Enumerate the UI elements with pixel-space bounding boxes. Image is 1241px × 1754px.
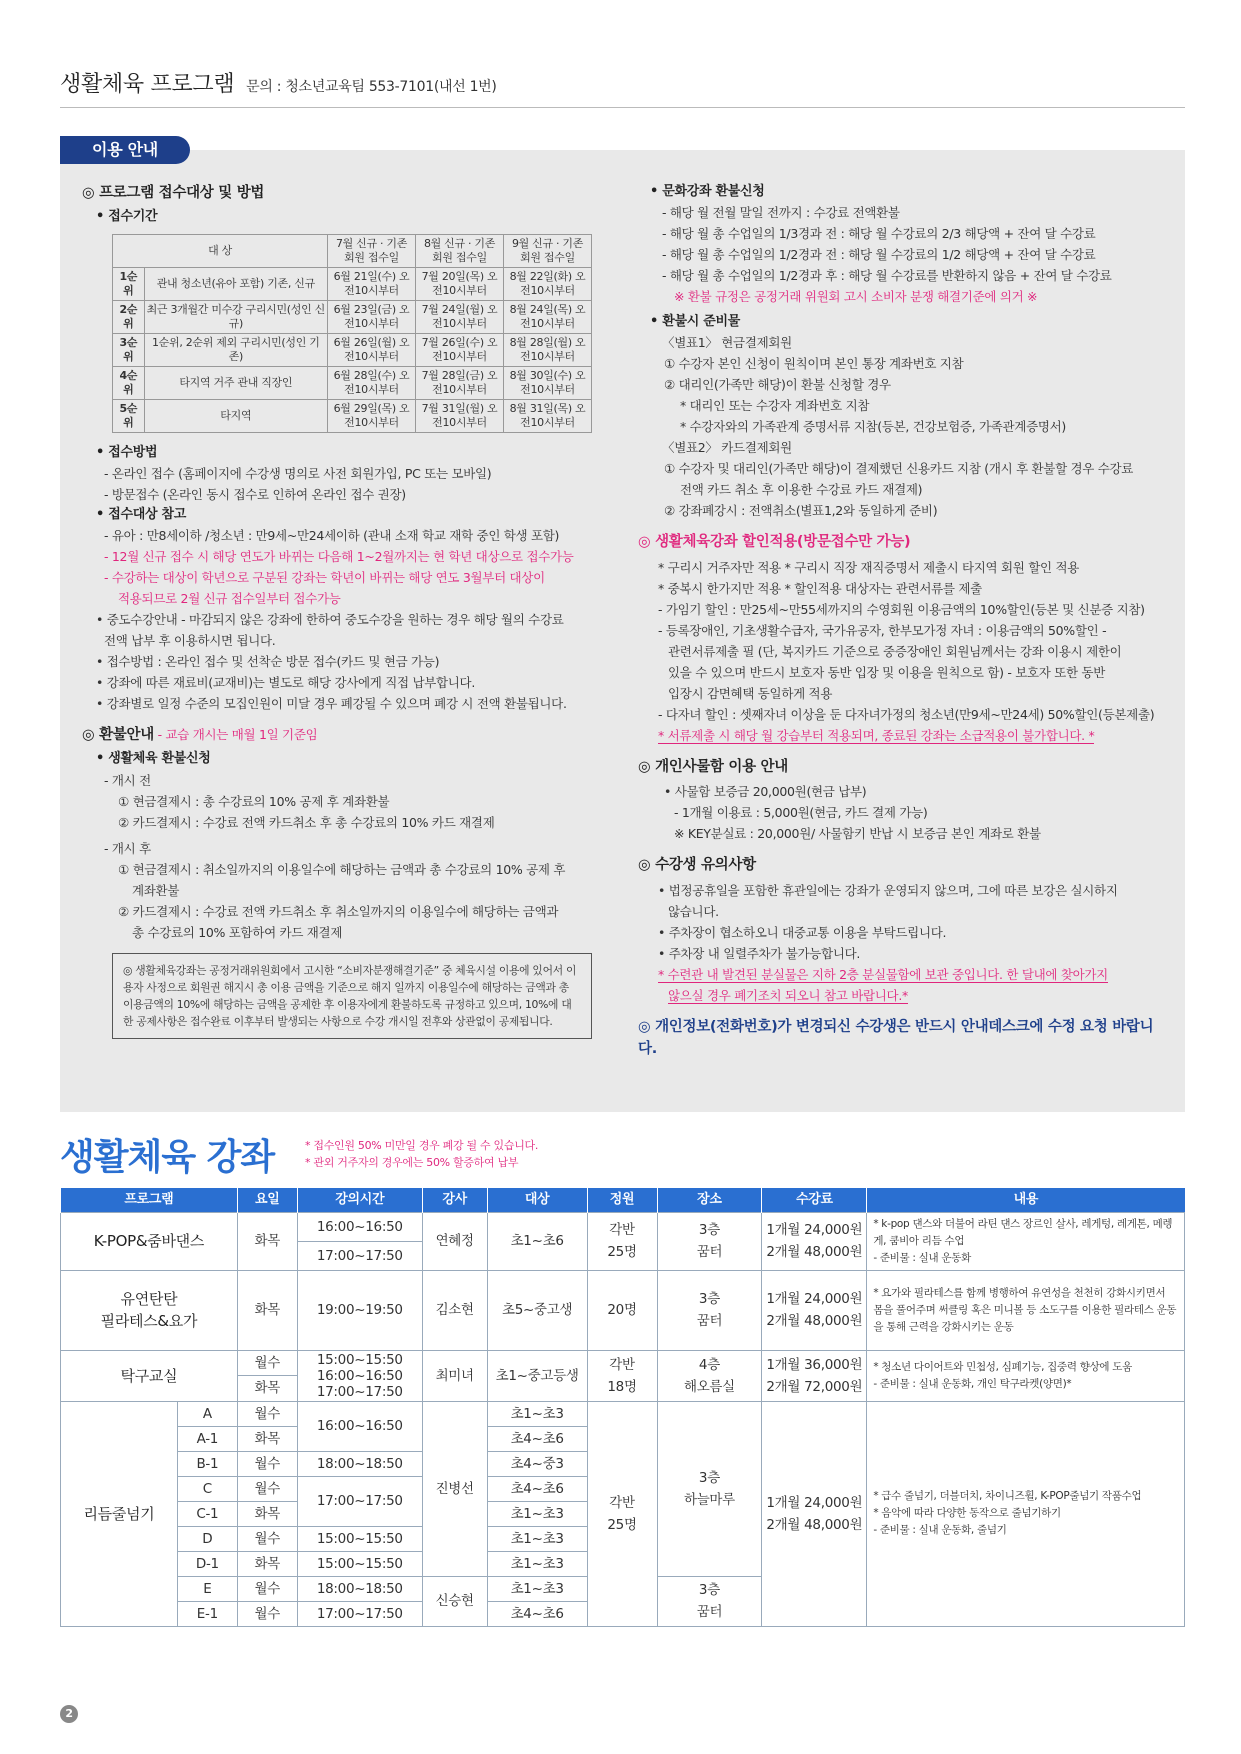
course-description: * 요가와 필라테스를 함께 병행하여 유연성을 천천히 강화시키면서 몸을 풀어주며 써클링 혹은 미니볼 등 소도구를 이용한 필라테스 운동을 통해 근력을 강화시키는 운동	[867, 1270, 1185, 1350]
text-line: ① 수강자 및 대리인(가족만 해당)이 결제했던 신용카드 지참 (개시 후 환불할 경우 수강료	[664, 461, 1134, 477]
schedule-date-aug: 7월 31일(월) 오전10시부터	[416, 399, 504, 432]
course-time: 16:00~16:50	[297, 1212, 422, 1241]
text-line: ② 카드결제시 : 수강료 전액 카드취소 후 취소일까지의 이용일수에 해당하는 금액과	[118, 903, 559, 919]
discount-heading: ◎ 생활체육강좌 할인적용(방문접수만 가능)	[638, 534, 911, 551]
refund-notice-box: ◎ 생활체육강좌는 공정거래위원회에서 고시한 “소비자분쟁해결기준” 중 체육시설 이용에 있어서 이용자 사정으로 회원권 해지시 총 이용 금액을 기준으로 해지 일까지 이용일수에 해당하는 금액과 총 이용금액의 10%에 해당하는 금액을 공제한 후 이용자에게 환불하도록 규정하고 있으며, 10%에 대한 공제사항은 접수완료 이후부터 발생되는 사항으로 수강 개시일 전후와 상관없이 공제됩니다.	[112, 953, 592, 1039]
text-line: 〈별표1〉 현금결제회원	[662, 335, 792, 351]
schedule-target: 최근 3개월간 미수강 구리시민(성인 신규)	[144, 300, 327, 333]
schedule-date-sep: 8월 28일(월) 오전10시부터	[504, 333, 592, 366]
text-line: • 접수방법 : 온라인 접수 및 선착순 방문 접수(카드 및 현금 가능)	[96, 653, 440, 669]
schedule-target: 관내 청소년(유아 포함) 기존, 신규	[144, 267, 327, 300]
course-target: 초1~초3	[487, 1501, 587, 1526]
course-capacity: 각반 25명	[587, 1401, 657, 1626]
rope-class: E	[177, 1576, 237, 1601]
text-line: • 강좌에 따른 재료비(교재비)는 별도로 해당 강사에게 직접 납부합니다.	[96, 674, 475, 690]
course-target: 초4~초6	[487, 1476, 587, 1501]
course-place: 3층 꿈터	[657, 1576, 762, 1626]
course-day: 화목	[237, 1212, 297, 1270]
course-teacher: 진병선	[422, 1401, 487, 1576]
schedule-header: 9월 신규 · 기존 회원 접수일	[504, 234, 592, 267]
course-teacher: 연혜정	[422, 1212, 487, 1270]
course-target: 초4~초6	[487, 1601, 587, 1626]
text-line: 총 수강료의 10% 포함하여 카드 재결제	[132, 924, 343, 940]
discount-warning: * 서류제출 시 해당 월 강습부터 적용되며, 종료된 강좌는 소급적용이 불가합니다. *	[658, 727, 1095, 743]
text-line: - 1개월 이용료 : 5,000원(현금, 카드 결제 가능)	[674, 805, 928, 821]
schedule-date-aug: 7월 26일(수) 오전10시부터	[416, 333, 504, 366]
refund-title: ◎ 환불안내	[82, 726, 154, 743]
caution-heading: ◎ 수강생 유의사항	[638, 857, 756, 874]
page-header	[60, 68, 1185, 108]
info-tab-label: 이용 안내	[60, 136, 190, 164]
course-capacity: 각반 18명	[587, 1350, 657, 1401]
course-target: 초4~초6	[487, 1426, 587, 1451]
course-day: 화목	[237, 1551, 297, 1576]
schedule-rank: 1순위	[113, 267, 145, 300]
course-fee: 1개월 24,000원 2개월 48,000원	[762, 1270, 867, 1350]
schedule-date-jul: 6월 23일(금) 오전10시부터	[328, 300, 416, 333]
courses-header: 수강료	[762, 1188, 867, 1212]
text-line: - 유아 : 만8세이하 /청소년 : 만9세~만24세이하 (관내 소재 학교 재학 중인 학생 포함)	[104, 527, 560, 543]
page-title: 생활체육 프로그램	[60, 72, 235, 97]
schedule-date-jul: 6월 29일(목) 오전10시부터	[328, 399, 416, 432]
courses-notes	[305, 1137, 538, 1171]
text-line: • 사물함 보증금 20,000원(현금 납부)	[664, 784, 867, 800]
courses-header: 정원	[587, 1188, 657, 1212]
schedule-date-aug: 7월 28일(금) 오전10시부터	[416, 366, 504, 399]
schedule-header-row	[113, 234, 592, 267]
course-time: 17:00~17:50	[297, 1241, 422, 1270]
rope-class: D	[177, 1526, 237, 1551]
course-place: 4층 해오름실	[657, 1350, 762, 1401]
course-capacity: 각반 25명	[587, 1212, 657, 1270]
course-target: 초1~초3	[487, 1401, 587, 1426]
course-day: 월수	[237, 1350, 297, 1376]
text-line: 계좌환불	[132, 882, 180, 898]
text-line: - 가임기 할인 : 만25세~만55세까지의 수영회원 이용금액의 10%할인(등본 및 신분증 지참)	[658, 601, 1145, 617]
course-day: 화목	[237, 1376, 297, 1402]
schedule-target: 타지역 거주 관내 직장인	[144, 366, 327, 399]
rope-class: C	[177, 1476, 237, 1501]
course-target: 초1~초3	[487, 1576, 587, 1601]
text-line: - 12월 신규 접수 시 해당 연도가 바뀌는 다음해 1~2월까지는 현 학년 대상으로 접수가능	[104, 548, 574, 564]
schedule-rank: 3순위	[113, 333, 145, 366]
personal-info-notice: ◎ 개인정보(전화번호)가 변경되신 수강생은 반드시 안내데스크에 수정 요청 바랍니다.	[638, 1018, 1154, 1058]
schedule-header: 7월 신규 · 기존 회원 접수일	[328, 234, 416, 267]
schedule-row	[113, 267, 592, 300]
course-row-kpop	[61, 1212, 1185, 1241]
courses-table	[60, 1188, 1185, 1627]
course-teacher: 김소현	[422, 1270, 487, 1350]
course-time: 17:00~17:50	[316, 1383, 403, 1400]
text-line: - 개시 전	[104, 772, 151, 788]
course-place: 3층 꿈터	[657, 1270, 762, 1350]
courses-header: 대상	[487, 1188, 587, 1212]
text-line: 〈별표2〉 카드결제회원	[662, 440, 792, 456]
courses-header: 요일	[237, 1188, 297, 1212]
schedule-rank: 4순위	[113, 366, 145, 399]
course-description: * 청소년 다이어트와 민첩성, 심폐기능, 집중력 향상에 도움 - 준비물 : 실내 운동화, 개인 탁구라켓(양면)*	[867, 1350, 1185, 1401]
schedule-date-jul: 6월 26일(월) 오전10시부터	[328, 333, 416, 366]
schedule-rank: 5순위	[113, 399, 145, 432]
text-line: 전액 카드 취소 후 이용한 수강료 카드 재결제)	[680, 482, 923, 498]
sub-heading: • 문화강좌 환불신청	[650, 184, 765, 199]
course-time: 18:00~18:50	[297, 1576, 422, 1601]
text-line: ② 카드결제시 : 수강료 전액 카드취소 후 총 수강료의 10% 카드 재결제	[118, 814, 495, 830]
course-time: 15:00~15:50	[316, 1351, 403, 1368]
course-place: 3층 하늘마루	[657, 1401, 762, 1576]
course-target: 초1~중고등생	[487, 1350, 587, 1401]
lost-item-notice-cont: 않으실 경우 폐기조치 되오니 참고 바랍니다.*	[668, 987, 908, 1003]
program-name: K-POP&줌바댄스	[61, 1212, 238, 1270]
text-line: - 방문접수 (온라인 동시 접수로 인하여 온라인 접수 권장)	[104, 486, 406, 502]
schedule-rank: 2순위	[113, 300, 145, 333]
rope-class: D-1	[177, 1551, 237, 1576]
text-line: 않습니다.	[668, 903, 719, 919]
text-line: 관련서류제출 필 (단, 복지카드 기준으로 중증장애인 회원님께서는 강좌 이용시 제한이	[668, 643, 1122, 659]
text-line: - 개시 후	[104, 840, 151, 856]
schedule-row	[113, 333, 592, 366]
program-name: 탁구교실	[61, 1350, 238, 1401]
text-line: • 중도수강안내 - 마감되지 않은 강좌에 한하여 중도수강을 원하는 경우 해당 월의 수강료	[96, 611, 564, 627]
schedule-date-aug: 7월 24일(월) 오전10시부터	[416, 300, 504, 333]
info-right-column	[638, 182, 1165, 1061]
course-time: 15:00~15:50	[297, 1551, 422, 1576]
text-line: * 수강자와의 가족관계 증명서류 지참(등본, 건강보험증, 가족관계증명서)	[680, 419, 1066, 435]
course-target: 초1~초6	[487, 1212, 587, 1270]
rope-class: A-1	[177, 1426, 237, 1451]
course-capacity: 20명	[587, 1270, 657, 1350]
courses-note: * 접수인원 50% 미만일 경우 폐강 될 수 있습니다.	[305, 1139, 539, 1152]
course-day: 화목	[237, 1501, 297, 1526]
text-line: * 구리시 거주자만 적용 * 구리시 직장 재직증명서 제출시 타지역 회원 할인 적용	[658, 559, 1080, 575]
course-row-pilates	[61, 1270, 1185, 1350]
text-line: ② 대리인(가족만 해당)이 환불 신청할 경우	[664, 377, 891, 393]
text-line: 전액 납부 후 이용하시면 됩니다.	[104, 632, 276, 648]
courses-header-row	[61, 1188, 1185, 1212]
course-fee: 1개월 24,000원 2개월 48,000원	[762, 1401, 867, 1626]
sub-heading: • 접수기간	[96, 209, 158, 225]
info-panel	[60, 150, 1185, 1112]
text-line: - 등록장애인, 기초생활수급자, 국가유공자, 한부모가정 자녀 : 이용금액의 50%할인 -	[658, 622, 1107, 638]
schedule-row	[113, 300, 592, 333]
course-row-pingpong	[61, 1350, 1185, 1376]
course-row-rope	[61, 1401, 1185, 1426]
lost-item-notice: * 수련관 내 발견된 분실물은 지하 2층 분실물함에 보관 중입니다. 한 달내에 찾아가지	[658, 966, 1108, 982]
program-name: 유연탄탄 필라테스&요가	[61, 1270, 238, 1350]
text-line: - 해당 월 총 수업일의 1/2경과 후 : 해당 월 수강료를 반환하지 않음 + 잔여 달 수강료	[662, 268, 1112, 284]
course-target: 초4~중3	[487, 1451, 587, 1476]
course-time: 19:00~19:50	[297, 1270, 422, 1350]
course-day: 월수	[237, 1476, 297, 1501]
course-fee: 1개월 24,000원 2개월 48,000원	[762, 1212, 867, 1270]
page-number: 2	[60, 1705, 78, 1723]
courses-note: * 관외 거주자의 경우에는 50% 할증하여 납부	[305, 1156, 519, 1169]
course-description: * 급수 줄넘기, 더블더치, 차이니즈휠, K-POP줄넘기 작품수업 * 음악에 따라 다양한 동작으로 줄넘기하기 - 준비물 : 실내 운동화, 줄넘기	[867, 1401, 1185, 1626]
info-left-column	[82, 182, 622, 1039]
schedule-date-aug: 7월 20일(목) 오전10시부터	[416, 267, 504, 300]
course-time: 17:00~17:50	[297, 1476, 422, 1526]
course-day: 월수	[237, 1601, 297, 1626]
course-day: 월수	[237, 1451, 297, 1476]
rope-class: A	[177, 1401, 237, 1426]
schedule-date-sep: 8월 22일(화) 오전10시부터	[504, 267, 592, 300]
text-line: ※ KEY분실료 : 20,000원/ 사물함키 반납 시 보증금 본인 계좌로 환불	[674, 826, 1041, 842]
text-line: • 강좌별로 일정 수준의 모집인원이 미달 경우 폐강될 수 있으며 폐강 시 전액 환불됩니다.	[96, 695, 567, 711]
schedule-date-jul: 6월 21일(수) 오전10시부터	[328, 267, 416, 300]
course-day: 월수	[237, 1576, 297, 1601]
text-line: - 수강하는 대상이 학년으로 구분된 강좌는 학년이 바뀌는 해당 연도 3월부터 대상이	[104, 569, 545, 585]
sub-heading: • 생활체육 환불신청	[96, 751, 211, 767]
courses-header: 내용	[867, 1188, 1185, 1212]
schedule-header: 대 상	[113, 234, 328, 267]
course-time: 16:00~16:50	[297, 1401, 422, 1451]
program-name: 리듬줄넘기	[61, 1401, 178, 1626]
refund-heading	[82, 724, 622, 746]
rope-class: C-1	[177, 1501, 237, 1526]
course-target: 초1~초3	[487, 1551, 587, 1576]
text-line: ① 현금결제시 : 총 수강료의 10% 공제 후 계좌환불	[118, 793, 390, 809]
sub-heading: • 접수대상 참고	[96, 506, 187, 522]
course-time: 15:00~15:50	[297, 1526, 422, 1551]
text-line: - 온라인 접수 (홈페이지에 수강생 명의로 사전 회원가입, PC 또는 모바일)	[104, 465, 492, 481]
rope-class: B-1	[177, 1451, 237, 1476]
schedule-row	[113, 399, 592, 432]
course-teacher: 최미녀	[422, 1350, 487, 1401]
schedule-target: 1순위, 2순위 제외 구리시민(성인 기존)	[144, 333, 327, 366]
rope-class: E-1	[177, 1601, 237, 1626]
courses-header: 강의시간	[297, 1188, 422, 1212]
text-line: - 다자녀 할인 : 셋째자녀 이상을 둔 다자녀가정의 청소년(만9세~만24세) 50%할인(등본제출)	[658, 706, 1155, 722]
schedule-date-sep: 8월 24일(목) 오전10시부터	[504, 300, 592, 333]
course-target: 초5~중고생	[487, 1270, 587, 1350]
text-line: ※ 환불 규정은 공정거래 위원회 고시 소비자 분쟁 해결기준에 의거 ※	[674, 289, 1038, 305]
courses-title: 생활체육 강좌	[60, 1137, 275, 1178]
courses-header: 장소	[657, 1188, 762, 1212]
text-line: - 해당 월 총 수업일의 1/2경과 전 : 해당 월 수강료의 1/2 해당액 + 잔여 달 수강료	[662, 247, 1096, 263]
text-line: * 대리인 또는 수강자 계좌번호 지참	[680, 398, 870, 414]
contact-info: 문의 : 청소년교육팀 553-7101(내선 1번)	[246, 79, 497, 95]
schedule-header: 8월 신규 · 기존 회원 접수일	[416, 234, 504, 267]
course-description: * k-pop 댄스와 더불어 라틴 댄스 장르인 살사, 레게텅, 레게톤, 메렝게, 쿰비아 리듬 수업 - 준비물 : 실내 운동화	[867, 1212, 1185, 1270]
text-line: 있을 수 있으며 반드시 보호자 동반 입장 및 이용을 원칙으로 함) - 보호자 또한 동반	[668, 664, 1106, 680]
section-heading: ◎ 프로그램 접수대상 및 방법	[82, 185, 265, 201]
text-line: 입장시 감면혜택 동일하게 적용	[668, 685, 833, 701]
course-time: 18:00~18:50	[297, 1451, 422, 1476]
courses-header: 프로그램	[61, 1188, 238, 1212]
sub-heading: • 접수방법	[96, 444, 158, 460]
course-fee: 1개월 36,000원 2개월 72,000원	[762, 1350, 867, 1401]
course-time: 17:00~17:50	[297, 1601, 422, 1626]
course-day: 화목	[237, 1426, 297, 1451]
text-line: 적용되므로 2월 신규 접수일부터 접수가능	[118, 590, 341, 606]
sub-heading: • 환불시 준비물	[650, 314, 741, 330]
text-line: • 주차장 내 일렬주차가 불가능합니다.	[658, 945, 861, 961]
course-teacher: 신승현	[422, 1576, 487, 1626]
course-day: 월수	[237, 1401, 297, 1426]
schedule-table	[112, 234, 592, 433]
refund-subtitle: - 교습 개시는 매월 1일 기준임	[153, 726, 318, 742]
text-line: ① 현금결제시 : 취소일까지의 이용일수에 해당하는 금액과 총 수강료의 10% 공제 후	[118, 861, 566, 877]
course-time: 16:00~16:50	[316, 1367, 403, 1384]
schedule-date-jul: 6월 28일(수) 오전10시부터	[328, 366, 416, 399]
schedule-row	[113, 366, 592, 399]
course-place: 3층 꿈터	[657, 1212, 762, 1270]
schedule-body	[113, 267, 592, 432]
locker-heading: ◎ 개인사물함 이용 안내	[638, 758, 788, 775]
text-line: * 중복시 한가지만 적용 * 할인적용 대상자는 관련서류를 제출	[658, 580, 982, 596]
schedule-target: 타지역	[144, 399, 327, 432]
text-line: ① 수강자 본인 신청이 원칙이며 본인 통장 계좌번호 지참	[664, 356, 964, 372]
text-line: • 법정공휴일을 포함한 휴관일에는 강좌가 운영되지 않으며, 그에 따른 보강은 실시하지	[658, 882, 1118, 898]
schedule-date-sep: 8월 31일(목) 오전10시부터	[504, 399, 592, 432]
text-line: - 해당 월 총 수업일의 1/3경과 전 : 해당 월 수강료의 2/3 해당액 + 잔여 달 수강료	[662, 226, 1096, 242]
schedule-date-sep: 8월 30일(수) 오전10시부터	[504, 366, 592, 399]
text-line: • 주차장이 협소하오니 대중교통 이용을 부탁드립니다.	[658, 924, 947, 940]
course-time-group	[297, 1350, 422, 1401]
course-day: 월수	[237, 1526, 297, 1551]
course-day: 화목	[237, 1270, 297, 1350]
courses-header: 강사	[422, 1188, 487, 1212]
text-line: ② 강좌폐강시 : 전액취소(별표1,2와 동일하게 준비)	[664, 503, 938, 519]
course-target: 초1~초3	[487, 1526, 587, 1551]
text-line: - 해당 월 전월 말일 전까지 : 수강료 전액환불	[662, 205, 900, 221]
